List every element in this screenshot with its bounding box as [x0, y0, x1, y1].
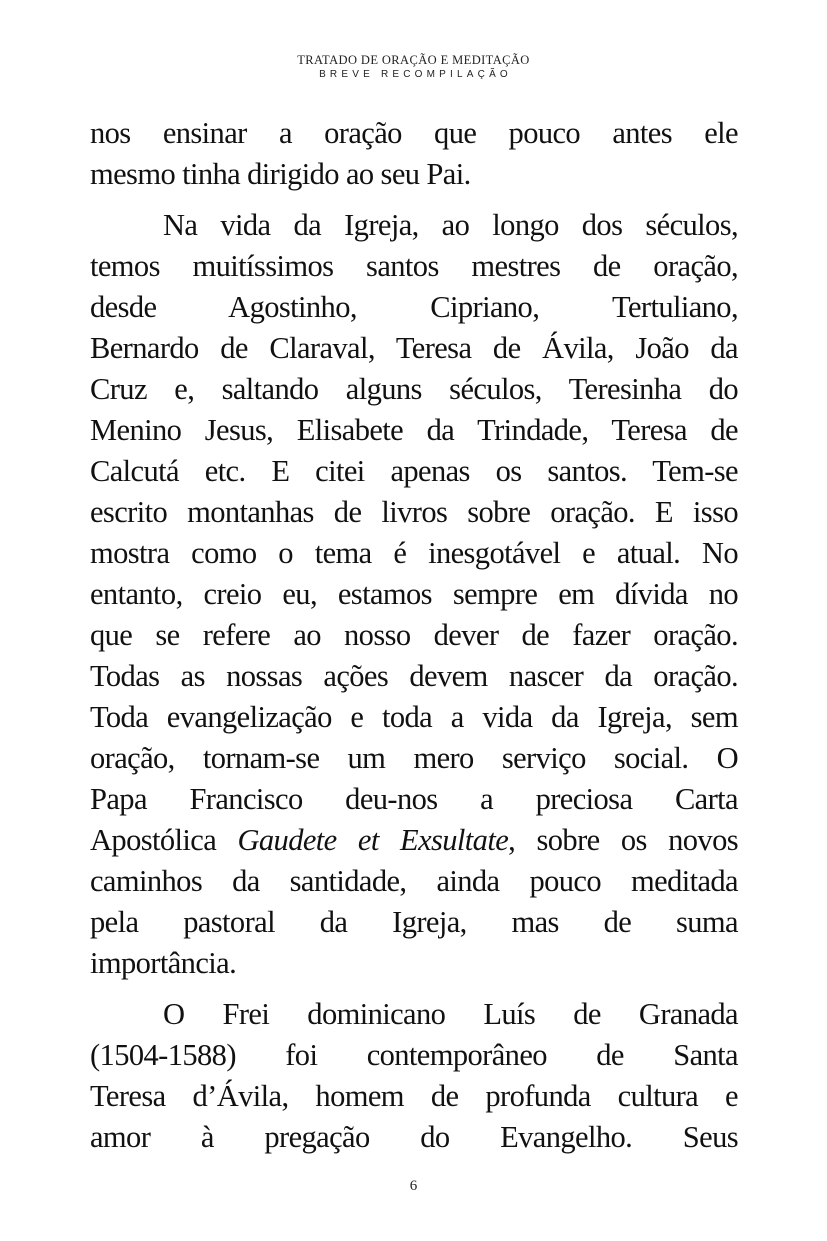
text-line: mesmo tinha dirigido ao seu Pai.: [90, 157, 471, 191]
text-line: caminhos da santidade, ainda pouco meditada: [90, 864, 738, 898]
text-line: desde Agostinho, Cipriano, Tertuliano,: [90, 290, 738, 324]
text-line: temos muitíssimos santos mestres de oração,: [90, 249, 738, 283]
text-line: importância.: [90, 946, 237, 980]
text-line: Toda evangelização e toda a vida da Igreja, sem: [90, 700, 738, 734]
paragraph-1: [90, 113, 738, 195]
book-subtitle: BREVE RECOMPILAÇÃO: [319, 69, 512, 80]
text-line: O Frei dominicano Luís de Granada: [163, 997, 738, 1031]
paragraph-2: [90, 205, 738, 984]
book-title: TRATADO DE ORAÇÃO E MEDITAÇÃO: [297, 53, 530, 67]
running-header: [0, 52, 827, 82]
text-line: pela pastoral da Igreja, mas de suma: [90, 905, 738, 939]
text-line: oração, tornam-se um mero serviço social. O: [90, 741, 738, 775]
text-line: Cruz e, saltando alguns séculos, Teresinha do: [90, 372, 738, 406]
text-line: Calcutá etc. E citei apenas os santos. Tem-se: [90, 454, 738, 488]
text-line: Bernardo de Claraval, Teresa de Ávila, João da: [90, 331, 738, 365]
page-number: 6: [409, 1178, 418, 1194]
document-title-italic: Gaudete et Exsultate: [237, 823, 509, 857]
text-line: nos ensinar a oração que pouco antes ele: [90, 116, 738, 150]
text-segment: Apostólica: [90, 823, 238, 857]
text-line: (1504-1588) foi contemporâneo de Santa: [90, 1038, 738, 1072]
paragraph-3: [90, 994, 738, 1158]
text-line: Papa Francisco deu-nos a preciosa Carta: [90, 782, 738, 816]
text-line: escrito montanhas de livros sobre oração. E isso: [90, 495, 738, 529]
text-line: mostra como o tema é inesgotável e atual. No: [90, 536, 738, 570]
text-line: amor à pregação do Evangelho. Seus: [90, 1120, 738, 1154]
text-line: Na vida da Igreja, ao longo dos séculos,: [163, 208, 738, 242]
text-line: que se refere ao nosso dever de fazer oração.: [90, 618, 738, 652]
text-line: Menino Jesus, Elisabete da Trindade, Teresa de: [90, 413, 738, 447]
body-text: [90, 113, 738, 1158]
text-line: Todas as nossas ações devem nascer da oração.: [90, 659, 738, 693]
text-line-with-italic-title: [90, 820, 738, 861]
text-segment: , sobre os novos: [508, 823, 738, 857]
text-line: entanto, creio eu, estamos sempre em dívida no: [90, 577, 738, 611]
text-line: Teresa d’Ávila, homem de profunda cultura e: [90, 1079, 738, 1113]
